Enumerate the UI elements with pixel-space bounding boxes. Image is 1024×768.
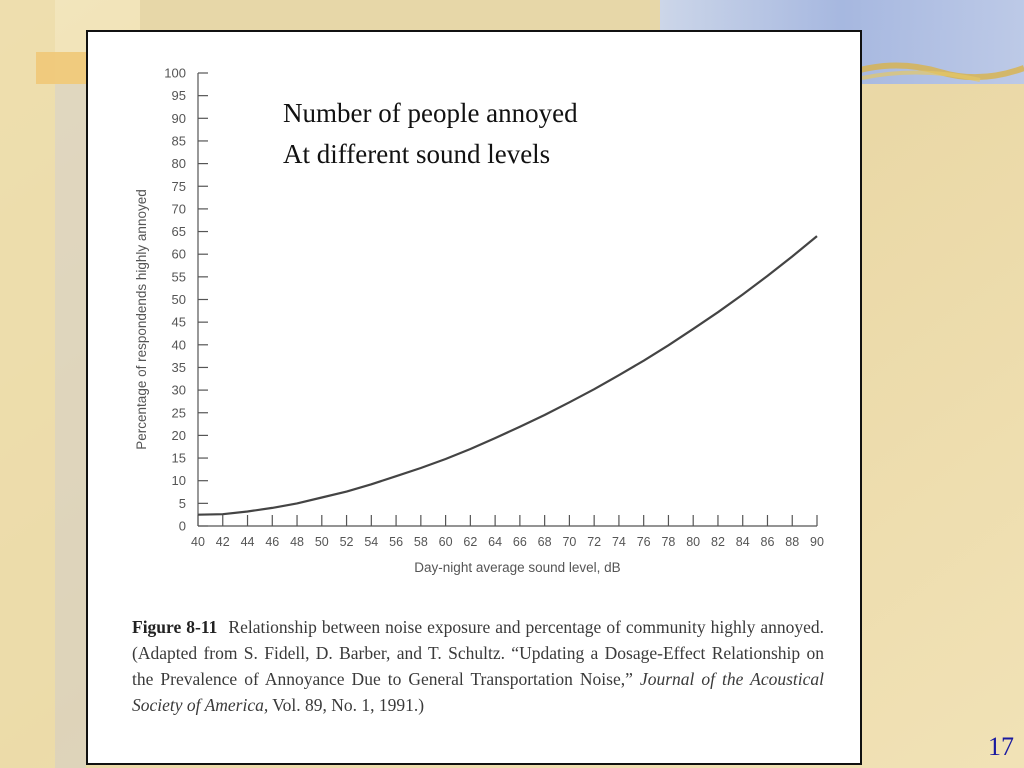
x-tick-label: 40 [191, 535, 205, 549]
x-tick-label: 70 [562, 535, 577, 549]
y-tick-label: 20 [171, 427, 186, 443]
y-tick-label: 30 [171, 382, 186, 398]
x-tick-label: 74 [611, 535, 626, 549]
x-tick-label: 76 [636, 535, 651, 549]
x-tick-label: 62 [463, 535, 478, 549]
slide-title-line-1: Number of people annoyed [283, 98, 578, 128]
x-tick-label: 78 [661, 535, 676, 549]
x-tick-label: 80 [686, 535, 701, 549]
page-number: 17 [988, 732, 1014, 761]
x-tick-label: 72 [587, 535, 602, 549]
y-tick-label: 75 [171, 178, 186, 194]
x-axis-title: Day-night average sound level, dB [414, 560, 621, 575]
y-tick-label: 60 [171, 246, 186, 262]
x-tick-label: 82 [711, 535, 725, 549]
y-tick-label: 95 [171, 88, 186, 104]
y-tick-label: 55 [171, 269, 186, 285]
y-tick-label: 40 [171, 337, 186, 353]
y-tick-label: 10 [171, 473, 186, 489]
x-tick-label: 86 [760, 535, 775, 549]
y-tick-label: 25 [171, 405, 186, 421]
x-tick-label: 68 [537, 535, 552, 549]
y-tick-label: 50 [171, 292, 186, 307]
y-tick-label: 0 [178, 518, 186, 534]
y-tick-label: 90 [171, 110, 186, 126]
x-tick-label: 42 [215, 535, 230, 549]
x-tick-label: 66 [512, 535, 527, 549]
x-tick-label: 48 [290, 535, 304, 549]
y-tick-label: 35 [171, 359, 186, 375]
figure-caption [132, 614, 824, 718]
figure-label: Figure 8-11 [132, 617, 218, 637]
x-tick-label: 60 [438, 535, 453, 549]
caption-citation: Vol. 89, No. 1, 1991.) [272, 695, 425, 715]
y-tick-label: 65 [171, 224, 186, 240]
caption-journal: Journal of the Acoustical Society of America, [132, 669, 824, 715]
x-tick-label: 44 [240, 535, 255, 549]
x-tick-label: 84 [735, 535, 750, 549]
x-tick-label: 46 [265, 535, 280, 549]
x-tick-label: 50 [314, 535, 329, 549]
x-tick-label: 54 [364, 535, 379, 549]
x-tick-label: 52 [339, 535, 354, 549]
y-tick-label: 80 [171, 156, 186, 172]
x-tick-label: 56 [389, 535, 404, 549]
slide-title-line-2: At different sound levels [283, 139, 551, 169]
slide-title [283, 93, 578, 175]
y-tick-label: 5 [178, 495, 186, 511]
x-tick-label: 90 [810, 535, 824, 549]
caption-text: Relationship between noise exposure and percentage of community highly annoyed. (Adapted from S. Fidell, D. Barber, and T. Schultz. “Updating a Dosage-Effect Relationship on the Prevalence of Annoyance Due to General Transportation Noise,” [132, 617, 825, 689]
x-tick-label: 58 [413, 535, 428, 549]
figure-panel [86, 30, 862, 765]
series-line-0 [198, 236, 817, 515]
y-tick-label: 15 [171, 450, 186, 466]
x-tick-label: 64 [488, 535, 503, 549]
y-axis-title: Percentage of respondends highly annoyed [134, 189, 149, 450]
y-tick-label: 70 [171, 201, 186, 217]
y-tick-label: 100 [164, 65, 186, 81]
x-tick-label: 88 [785, 535, 800, 549]
y-tick-label: 85 [171, 133, 186, 149]
y-tick-label: 45 [171, 314, 186, 330]
